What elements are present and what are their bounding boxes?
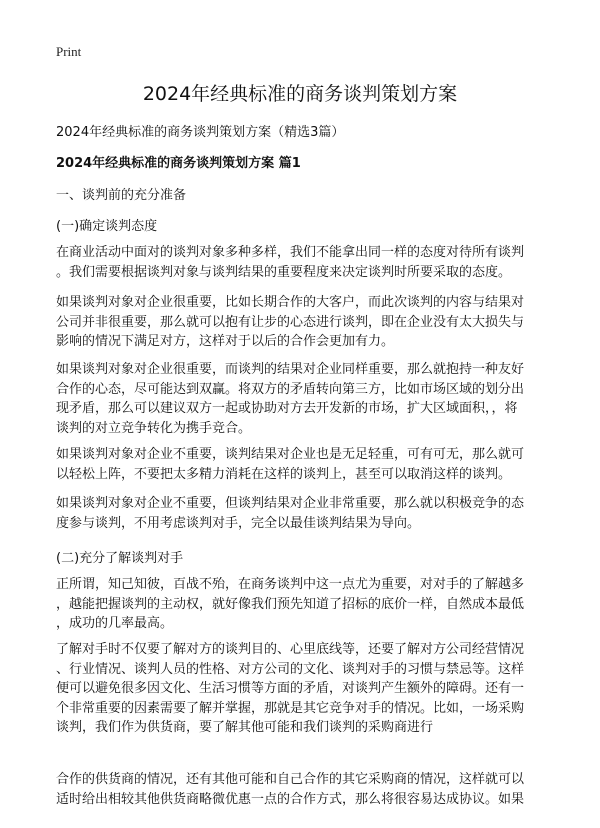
section-title: 2024年经典标准的商务谈判策划方案 篇1 [56, 156, 301, 171]
heading-preparation: 一、谈判前的充分准备 [56, 188, 187, 203]
paragraph-line: 公司并非很重要，那么就可以抱有让步的心态进行谈判，即在企业没有太大损失与 [56, 314, 525, 330]
paragraph-line: 谈判，我们作为供货商，要了解其他可能和我们谈判的采购商进行 [56, 720, 434, 735]
paragraph [56, 243, 546, 282]
paragraph [56, 640, 546, 738]
paragraph-line: 个非常重要的因素需要了解并掌握，那就是其它竞争对手的情况。比如，一场采购 [56, 700, 525, 716]
paragraph-line: 谈判的对立竞争转化为携手竞合。 [56, 420, 252, 436]
paragraph-line: 合作的心态，尽可能达到双赢。将双方的矛盾转向第三方，比如市场区域的划分出 [56, 381, 525, 397]
paragraph-line: 如果谈判对象对企业很重要，比如长期合作的大客户，而此次谈判的内容与结果对 [56, 295, 525, 310]
paragraph [56, 445, 546, 484]
paragraph-line: ，成功的几率最高。 [56, 616, 174, 631]
heading-attitude: (一)确定谈判态度 [56, 219, 158, 234]
page-title: 2024年经典标准的商务谈判策划方案 [142, 83, 458, 105]
print-link[interactable]: Print [56, 44, 82, 59]
paragraph-line: 便可以避免很多因文化、生活习惯等方面的矛盾，对谈判产生额外的障碍。还有一 [56, 681, 525, 696]
paragraph [56, 575, 546, 634]
paragraph-line: 合作的供货商的情况，还有其他可能和自己合作的其它采购商的情况，这样就可以 [56, 772, 525, 787]
paragraph [56, 494, 546, 533]
paragraph-line: 以轻松上阵，不要把太多精力消耗在这样的谈判上，甚至可以取消这样的谈判。 [56, 466, 512, 482]
paragraph-line: 如果谈判对象对企业不重要，但谈判结果对企业非常重要，那么就以积极竞争的态 [56, 496, 525, 511]
paragraph-line: 。我们需要根据谈判对象与谈判结果的重要程度来决定谈判时所要采取的态度。 [56, 264, 512, 280]
paragraph [56, 360, 546, 438]
paragraph-line: 现矛盾，那么可以建议双方一起或协助对方去开发新的市场，扩大区域面积，，将 [56, 401, 518, 416]
paragraph-line: 度参与谈判，不用考虑谈判对手，完全以最佳谈判结果为导向。 [56, 515, 421, 531]
paragraph-line: 正所谓，知己知彼，百战不殆，在商务谈判中这一点尤为重要，对对手的了解越多 [56, 577, 525, 592]
heading-know-opponent: (二)充分了解谈判对手 [56, 551, 184, 566]
paragraph-line: 适时给出相较其他供货商略微优惠一点的合作方式，那么将很容易达成协议。如果 [56, 791, 525, 807]
paragraph-line: 如果谈判对象对企业不重要，谈判结果对企业也是无足轻重，可有可无，那么就可 [56, 447, 525, 462]
paragraph [56, 770, 546, 809]
paragraph [56, 293, 546, 352]
paragraph-line: ，越能把握谈判的主动权，就好像我们预先知道了招标的底价一样，自然成本最低 [56, 596, 525, 612]
paragraph-line: 、行业情况、谈判人员的性格、对方公司的文化、谈判对手的习惯与禁忌等。这样 [56, 661, 525, 677]
paragraph-line: 了解对手时不仅要了解对方的谈判目的、心里底线等，还要了解对方公司经营情况 [56, 642, 525, 657]
paragraph-line: 在商业活动中面对的谈判对象多种多样，我们不能拿出同一样的态度对待所有谈判 [56, 245, 525, 260]
document-subtitle: 2024年经典标准的商务谈判策划方案（精选3篇） [56, 125, 345, 140]
paragraph-line: 影响的情况下满足对方，这样对于以后的合作会更加有力。 [56, 334, 395, 349]
paragraph-line: 如果谈判对象对企业很重要，而谈判的结果对企业同样重要，那么就抱持一种友好 [56, 362, 525, 377]
